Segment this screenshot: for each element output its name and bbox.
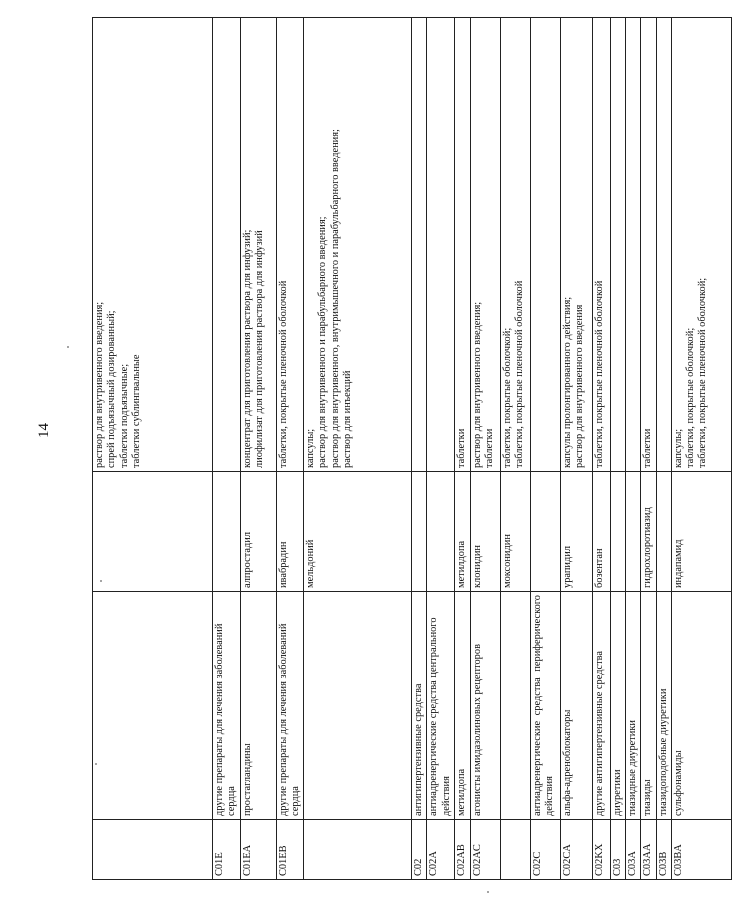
scan-speck [487, 891, 489, 893]
dosage-form-line: таблетки сублингвальные [130, 354, 142, 468]
drug-name-cell [93, 472, 213, 592]
anatomical-therapeutic-group-cell [500, 592, 530, 820]
drug-name-cell: ивабрадин [276, 472, 304, 592]
atc-code-cell: C03 [610, 820, 625, 880]
dosage-form-line: капсулы; [305, 428, 317, 468]
atc-code-cell [304, 820, 412, 880]
drug-name-cell [412, 472, 427, 592]
atc-code-cell: C01EB [276, 820, 304, 880]
anatomical-therapeutic-group-cell: сульфонамиды [671, 592, 731, 820]
dosage-forms-cell [626, 18, 641, 472]
anatomical-therapeutic-group-cell [93, 592, 213, 820]
dosage-form-line: капсулы пролонгированного действия; [561, 296, 573, 468]
table-row [592, 18, 610, 880]
dosage-form-line: таблетки, покрытые оболочкой; [501, 327, 513, 468]
dosage-forms-cell [412, 18, 427, 472]
dosage-form-line: таблетки, покрытые пленочной оболочкой [277, 280, 289, 468]
anatomical-therapeutic-group-cell: агонисты имидазолиновых рецепторов [470, 592, 500, 820]
anatomical-therapeutic-group-cell [304, 592, 412, 820]
atc-code-cell: C02 [412, 820, 427, 880]
dosage-form-line: капсулы; [672, 428, 684, 468]
atc-code-cell: C02A [427, 820, 455, 880]
table-row [93, 18, 213, 880]
dosage-form-line: концентрат для приготовления раствора для инфузий; [241, 229, 253, 468]
dosage-form-line: таблетки [455, 428, 467, 468]
dosage-forms-cell [470, 18, 500, 472]
dosage-form-line: таблетки, покрытые пленочной оболочкой [593, 280, 605, 468]
table-row [454, 18, 470, 880]
dosage-forms-cell [93, 18, 213, 472]
dosage-form-line: таблетки, покрытые пленочной оболочкой; [697, 277, 709, 468]
anatomical-therapeutic-group-cell: другие препараты для лечения заболеваний сердца [213, 592, 241, 820]
dosage-forms-cell [213, 18, 241, 472]
drug-name-cell: бозентан [592, 472, 610, 592]
atc-code-cell: C03BA [671, 820, 731, 880]
dosage-forms-cell [454, 18, 470, 472]
drug-name-cell: урапидил [560, 472, 592, 592]
dosage-forms-cell [240, 18, 276, 472]
drug-name-cell [213, 472, 241, 592]
rotated-table-wrapper [92, 17, 709, 880]
table-row [671, 18, 731, 880]
dosage-forms-cell [276, 18, 304, 472]
anatomical-therapeutic-group-cell: другие антигипертензивные средства [592, 592, 610, 820]
dosage-form-line: раствор для внутривенного введения; [471, 301, 483, 468]
atc-code-cell: C03A [626, 820, 641, 880]
dosage-forms-cell [656, 18, 671, 472]
atc-code-cell: C02KX [592, 820, 610, 880]
drug-name-cell [610, 472, 625, 592]
atc-code-cell: C03AA [641, 820, 656, 880]
dosage-form-line: раствор для инъекций [341, 370, 353, 468]
dosage-forms-cell [641, 18, 656, 472]
atc-code-cell: C03B [656, 820, 671, 880]
anatomical-therapeutic-group-cell: антигипертензивные средства [412, 592, 427, 820]
anatomical-therapeutic-group-cell: антиадренергические средства периферического действия [530, 592, 560, 820]
table-row [560, 18, 592, 880]
anatomical-therapeutic-group-cell: диуретики [610, 592, 625, 820]
table-row [470, 18, 500, 880]
drug-name-cell: гидрохлоротиазид [641, 472, 656, 592]
table-row [610, 18, 625, 880]
table-row [530, 18, 560, 880]
dosage-form-line: лиофилизат для приготовления раствора для инфузий [253, 230, 265, 468]
dosage-form-line: раствор для внутривенного введения; [94, 301, 105, 468]
anatomical-therapeutic-group-cell: антиадренергические средства центрального действия [427, 592, 455, 820]
drug-table-body [93, 18, 732, 880]
anatomical-therapeutic-group-cell: тиазиды [641, 592, 656, 820]
drug-table [92, 17, 732, 880]
dosage-forms-cell [500, 18, 530, 472]
table-row [626, 18, 641, 880]
dosage-form-line: таблетки, покрытые пленочной оболочкой [514, 280, 526, 468]
dosage-form-line: спрей подъязычный дозированный; [106, 310, 118, 468]
drug-name-cell [530, 472, 560, 592]
table-row [276, 18, 304, 880]
dosage-forms-cell [304, 18, 412, 472]
atc-code-cell: C02C [530, 820, 560, 880]
page-number: 14 [36, 423, 52, 438]
dosage-forms-cell [610, 18, 625, 472]
drug-name-cell: метилдопа [454, 472, 470, 592]
anatomical-therapeutic-group-cell: альфа-адреноблокаторы [560, 592, 592, 820]
anatomical-therapeutic-group-cell: тиазидоподобные диуретики [656, 592, 671, 820]
table-row [656, 18, 671, 880]
scan-speck [67, 346, 69, 348]
drug-name-cell [656, 472, 671, 592]
atc-code-cell: C01E [213, 820, 241, 880]
dosage-form-line: таблетки [484, 428, 496, 468]
dosage-form-line: раствор для внутривенного, внутримышечного и парабульбарного введения; [329, 129, 341, 468]
dosage-form-line: таблетки, покрытые оболочкой; [685, 327, 697, 468]
dosage-forms-cell [671, 18, 731, 472]
dosage-forms-cell [530, 18, 560, 472]
table-row [412, 18, 427, 880]
drug-name-cell [427, 472, 455, 592]
dosage-forms-cell [427, 18, 455, 472]
drug-name-cell: индапамид [671, 472, 731, 592]
anatomical-therapeutic-group-cell: другие препараты для лечения заболеваний сердца [276, 592, 304, 820]
dosage-form-line: таблетки подъязычные; [118, 363, 130, 468]
drug-name-cell: мельдоний [304, 472, 412, 592]
table-row [304, 18, 412, 880]
atc-code-cell: C02AB [454, 820, 470, 880]
dosage-forms-cell [560, 18, 592, 472]
table-row [240, 18, 276, 880]
table-row [427, 18, 455, 880]
dosage-form-line: раствор для внутривенного введения [574, 304, 586, 468]
anatomical-therapeutic-group-cell: метилдопа [454, 592, 470, 820]
drug-name-cell: алпростадил [240, 472, 276, 592]
drug-name-cell: моксонидин [500, 472, 530, 592]
anatomical-therapeutic-group-cell: тиазидные диуретики [626, 592, 641, 820]
atc-code-cell: C01EA [240, 820, 276, 880]
drug-name-cell [626, 472, 641, 592]
anatomical-therapeutic-group-cell: простагландины [240, 592, 276, 820]
dosage-form-line: таблетки [642, 428, 654, 468]
dosage-forms-cell [592, 18, 610, 472]
drug-name-cell: клонидин [470, 472, 500, 592]
table-row [641, 18, 656, 880]
atc-code-cell: C02CA [560, 820, 592, 880]
atc-code-cell [500, 820, 530, 880]
atc-code-cell: C02AC [470, 820, 500, 880]
table-row [500, 18, 530, 880]
table-row [213, 18, 241, 880]
dosage-form-line: раствор для внутривенного и парабульбарного введения; [317, 216, 329, 468]
atc-code-cell [93, 820, 213, 880]
